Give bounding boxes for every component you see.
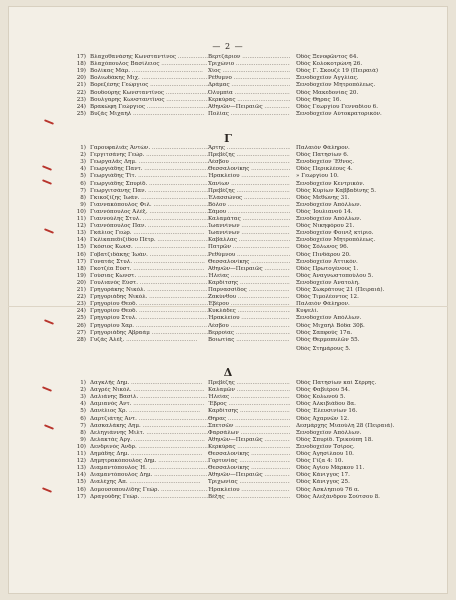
entry-constituency: Ἀθηνῶν—Πειραιῶς ..... bbox=[208, 437, 290, 444]
entry-constituency: Γορτυνίας ..... bbox=[208, 458, 290, 465]
entry-address: Παλαιὸν Φάληρον. bbox=[296, 145, 350, 151]
entry-number: 3) bbox=[80, 159, 86, 166]
entry-name: Γρηγοριάδης Ἀβραάμ ..... bbox=[90, 330, 208, 337]
entry-address: Ὁδὸς Γεωργίου Γενναδίου 6. bbox=[296, 103, 378, 110]
entry-constituency: Βοιωτίας ..... bbox=[208, 337, 290, 344]
entry-name: Γουλιανὸς Εὐστ. ..... bbox=[90, 280, 208, 287]
list-item bbox=[8, 494, 448, 501]
entry-name: Γυζᾶς Ἀλέξ. ..... bbox=[90, 337, 208, 344]
entry-name: Γεωργιάδης Τῖτ. ..... bbox=[90, 173, 208, 180]
entry-number: 2) bbox=[80, 152, 86, 159]
entry-constituency: Ἄρτης ..... bbox=[208, 145, 290, 152]
entry-address: Ὁδὸς Ἐλευσινίων 16. bbox=[296, 408, 358, 415]
list-item bbox=[8, 181, 448, 188]
entry-name: Γρηγοράκης Νικόλ. ..... bbox=[90, 287, 208, 294]
entry-name: Γκόσιος Κωνσ. ..... bbox=[90, 244, 208, 251]
entry-number: 17) bbox=[76, 258, 86, 265]
entry-name: Βουλγαρης Κωνσταντῖνος ..... bbox=[90, 97, 208, 104]
list-item bbox=[8, 330, 448, 337]
entry-name: Γκάλιος Γεώρ. ..... bbox=[90, 230, 208, 237]
entry-constituency: Λέσβου ..... bbox=[208, 323, 290, 330]
entry-constituency: Ζακύνθου ..... bbox=[208, 294, 290, 301]
entry-address: Ὁδὸς Ἀλκιβιάδου 8α. bbox=[296, 401, 356, 408]
entry-name: Βρακώφη Γεώργιος ..... bbox=[90, 104, 208, 111]
entry-constituency: Ἰωαννίνων ..... bbox=[208, 230, 290, 237]
entry-number: 4) bbox=[80, 166, 86, 173]
list-item bbox=[8, 68, 448, 75]
entry-number: 4) bbox=[80, 401, 86, 408]
entry-address: Ξενοδοχεῖον Ἔθνος. bbox=[296, 159, 355, 166]
entry-constituency: Ἐβέρου ..... bbox=[208, 301, 290, 308]
entry-number: 13) bbox=[76, 465, 86, 472]
entry-constituency: Βερροίας ..... bbox=[208, 330, 290, 337]
entry-address: Ξενοδοχεῖον Αὐτοκρατορικόν. bbox=[296, 110, 382, 117]
entry-constituency: Πατρῶν ..... bbox=[208, 244, 290, 251]
entry-constituency: Λέσβου ..... bbox=[208, 159, 290, 166]
entry-constituency: Ἔβρος ..... bbox=[208, 401, 290, 408]
entry-address: Ξενοδοχεῖον Φοινιξ κτίριο. bbox=[296, 230, 374, 237]
entry-number: 18) bbox=[76, 265, 86, 272]
entry-address: Ξενοδοχεῖον Μητροπόλεως. bbox=[296, 82, 376, 89]
list-item bbox=[8, 308, 448, 315]
list-item bbox=[8, 104, 448, 111]
entry-address: Ὁδὸς Ἰουλιανοῦ 14. bbox=[296, 208, 353, 215]
entry-name: Δαμιανὸς Ἀντ. ..... bbox=[90, 401, 208, 408]
entry-number: 12) bbox=[76, 223, 86, 230]
list-item bbox=[8, 451, 448, 458]
entry-constituency: Τριχωνίας ..... bbox=[208, 479, 290, 486]
entry-number: 5) bbox=[80, 408, 86, 415]
entry-name: Δαγρὲς Νικόλ. ..... bbox=[90, 387, 208, 394]
entry-number: 17) bbox=[76, 493, 86, 500]
entry-number: 12) bbox=[76, 458, 86, 465]
entry-constituency: Ρεθύμνου ..... bbox=[208, 252, 290, 259]
entry-name: Διαλέχης Ἀπ. ..... bbox=[90, 479, 208, 486]
list-item bbox=[8, 444, 448, 451]
extra-address: Ὁδὸς Στημάρους 5. bbox=[296, 346, 351, 352]
entry-address: Ξενοδοχεῖον Μητροπόλεως. bbox=[296, 237, 376, 244]
entry-name: Γεωργιάδης Σπυρίδ. ..... bbox=[90, 181, 208, 188]
entry-number: 14) bbox=[76, 472, 86, 479]
entry-name: Διαμαντόπουλος Δημ. ..... bbox=[90, 472, 208, 479]
entry-name: Γκλίκαπεδιζίδου Πέτρ. ..... bbox=[90, 237, 208, 244]
list-item bbox=[8, 346, 448, 353]
entry-constituency: Ἡρακλείου ..... bbox=[208, 315, 290, 322]
entry-address: Ὁδὸς Ἀγίου Μάρκου 11. bbox=[296, 465, 365, 472]
entry-number: 19) bbox=[76, 272, 86, 279]
list-item bbox=[8, 252, 448, 259]
entry-name: Δεληγιάννης Μιλτ. ..... bbox=[90, 430, 208, 437]
entry-number: 2) bbox=[80, 387, 86, 394]
entry-number: 14) bbox=[76, 237, 86, 244]
list-item bbox=[8, 479, 448, 486]
entry-number: 24) bbox=[76, 103, 86, 110]
entry-constituency: Κυκλάδες ..... bbox=[208, 308, 290, 315]
list-item bbox=[8, 301, 448, 308]
list-item bbox=[8, 394, 448, 401]
entry-name: Γεωργιτσάνης Παν. ..... bbox=[90, 188, 208, 195]
entry-constituency: Φαρσάλων ..... bbox=[208, 430, 290, 437]
section-delta bbox=[8, 380, 448, 510]
entry-name: Γκοτζέα Εὐστ. ..... bbox=[90, 266, 208, 273]
entry-number: 19) bbox=[76, 68, 86, 75]
list-item bbox=[8, 166, 448, 173]
entry-constituency: Πρεβέζης ..... bbox=[208, 188, 290, 195]
entry-name: Γρηγορίου Θεοδ. ..... bbox=[90, 308, 208, 315]
entry-address: Ὁδὸς Κολωνοῦ 5. bbox=[296, 394, 346, 401]
entry-name: Δαγκλῆς Δημ. ..... bbox=[90, 380, 208, 387]
entry-address: Ξενοδοχεῖον Ἀπόλλων. bbox=[296, 216, 362, 222]
entry-address: Ξενοδοχεῖον Ἀγγλίας. bbox=[296, 75, 359, 82]
section-gamma bbox=[8, 145, 448, 345]
entry-name: Βλαχόπουλος Βασίλειος ..... bbox=[90, 61, 208, 68]
entry-number: 23) bbox=[76, 301, 86, 308]
entry-constituency: Πολίας ..... bbox=[208, 111, 290, 118]
entry-address: Ξενοδοχεῖον Ἀττικόν. bbox=[296, 258, 358, 265]
entry-address: Ὁδὸς Ἀλεξάνδρου Σούτσου 8. bbox=[296, 493, 380, 500]
entry-constituency: Θεσσαλονίκης ..... bbox=[208, 465, 290, 472]
list-item bbox=[8, 209, 448, 216]
entry-name: Δελακτάς Ἀργ. ..... bbox=[90, 437, 208, 444]
entry-name: Δραγούδης Γεώρ. ..... bbox=[90, 494, 208, 501]
entry-number: 10) bbox=[76, 443, 86, 450]
list-item bbox=[8, 401, 448, 408]
section-letter-gamma: Γ bbox=[224, 132, 232, 145]
entry-address: Ὁδὸς Σαπφοῦς 17α. bbox=[296, 329, 353, 336]
list-item bbox=[8, 188, 448, 195]
entry-address: Ὁδὸς Σόλωνος 96. bbox=[296, 244, 349, 251]
entry-number: 28) bbox=[76, 336, 86, 343]
entry-constituency: Σπετσῶν ..... bbox=[208, 423, 290, 430]
list-item bbox=[8, 230, 448, 237]
entry-number: 25) bbox=[76, 110, 86, 117]
list-item bbox=[8, 380, 448, 387]
entry-name: Γρηγορίου Στυλ. ..... bbox=[90, 315, 208, 322]
entry-constituency: Ἡρακλείου ..... bbox=[208, 487, 290, 494]
list-item bbox=[8, 237, 448, 244]
entry-name: Γεωργαλᾶς Δημ. ..... bbox=[90, 159, 208, 166]
list-item bbox=[8, 54, 448, 61]
entry-number: 25) bbox=[76, 315, 86, 322]
list-item bbox=[8, 202, 448, 209]
list-item bbox=[8, 159, 448, 166]
entry-address: Ὁδὸς Μιχαὴλ Βόδα 30β. bbox=[296, 322, 365, 329]
list-item bbox=[8, 216, 448, 223]
entry-address: Ὁδὸς Ἀχαρνῶν 12. bbox=[296, 415, 349, 422]
list-item bbox=[8, 416, 448, 423]
entry-constituency: Ἠλείας ..... bbox=[208, 394, 290, 401]
entry-name: Δαρτζιάτης Ἀντ. ..... bbox=[90, 416, 208, 423]
entry-address: Ὁδὸς Πρωτογένους 1. bbox=[296, 265, 359, 272]
entry-name: Βλαχοθανάσης Κωνσταντίνος ..... bbox=[90, 54, 208, 61]
entry-address: Ὁδὸς Θερμοπυλῶν 55. bbox=[296, 336, 360, 343]
entry-constituency: Ἠλείας ..... bbox=[208, 273, 290, 280]
entry-constituency: Καλαμάτας ..... bbox=[208, 216, 290, 223]
entry-address: Ξενοδοχεῖον Ἀνατολή. bbox=[296, 279, 360, 286]
list-item bbox=[8, 458, 448, 465]
entry-address: Ὁδὸς Περικλέους 4. bbox=[296, 166, 353, 173]
entry-number: 9) bbox=[80, 201, 86, 208]
entry-address: Ὁδὸς Κάνιγγος 17. bbox=[296, 472, 350, 479]
entry-number: 17) bbox=[76, 54, 86, 60]
list-item bbox=[8, 472, 448, 479]
entry-number: 7) bbox=[80, 187, 86, 194]
entry-number: 13) bbox=[76, 230, 86, 237]
entry-name: Γκικοζίζης Ἰωάν. ..... bbox=[90, 195, 208, 202]
list-item bbox=[8, 323, 448, 330]
entry-name: Βουδούρης Κωνσταντῖνος ..... bbox=[90, 90, 208, 97]
entry-address: Παλαιὸν Φάληρον. bbox=[296, 301, 350, 308]
list-item bbox=[8, 273, 448, 280]
entry-constituency: Δράμας ..... bbox=[208, 82, 290, 89]
entry-address: Ὁδὸς Σωκράτους 21 (Πειραιά). bbox=[296, 287, 385, 293]
entry-address: Ξενοδοχεῖον Ἀπόλλων. bbox=[296, 315, 362, 322]
list-item bbox=[8, 294, 448, 301]
entry-address: Ὁδὸς Γίζα 4: 10. bbox=[296, 458, 344, 465]
entry-constituency: Κερκύρας ..... bbox=[208, 97, 290, 104]
section-v-continued bbox=[8, 54, 448, 124]
entry-name: Δαλιάνης Βασίλ. ..... bbox=[90, 394, 208, 401]
entry-number: 6) bbox=[80, 415, 86, 422]
list-item bbox=[8, 408, 448, 415]
list-item bbox=[8, 266, 448, 273]
entry-address: Ὁδὸς Κάνιγγος 25. bbox=[296, 479, 350, 486]
entry-constituency: Τριχώνιο ..... bbox=[208, 61, 290, 68]
list-item bbox=[8, 97, 448, 104]
entry-address: Ξενοδοχεῖον Ἀπόλλων. bbox=[296, 429, 362, 436]
entry-address: Ξενοδοχεῖον Ἀπόλλων. bbox=[296, 201, 362, 208]
entry-name: Γεργιτσάνης Γεώρ. ..... bbox=[90, 152, 208, 159]
entry-constituency: Ἀθηνῶν—Πειραιῶς ..... bbox=[208, 472, 290, 479]
list-item bbox=[8, 244, 448, 251]
entry-name: Γιαννούλης Στυλ. ..... bbox=[90, 216, 208, 223]
list-item bbox=[8, 287, 448, 294]
entry-constituency: Θεσσαλονίκης ..... bbox=[208, 259, 290, 266]
entry-number: 11) bbox=[76, 451, 86, 457]
list-item bbox=[8, 387, 448, 394]
entry-name: Γιαννόπουλος Παν. ..... bbox=[90, 223, 208, 230]
entry-number: 22) bbox=[76, 294, 86, 301]
entry-number: 23) bbox=[76, 96, 86, 103]
entry-constituency: Ρέθυμνο ..... bbox=[208, 75, 290, 82]
entry-constituency: Πρεβέζης ..... bbox=[208, 152, 290, 159]
entry-constituency: Βερτζάριον ..... bbox=[208, 54, 290, 61]
entry-constituency: Ἀθηνῶν—Πειραιῶς ..... bbox=[208, 104, 290, 111]
entry-name: Δανέλιος Χρ. ..... bbox=[90, 408, 208, 415]
entry-constituency: Ὀλυμπία ..... bbox=[208, 90, 290, 97]
entry-number: 21) bbox=[76, 82, 86, 89]
entry-number: 16) bbox=[76, 251, 86, 258]
page-number: — 2 — bbox=[212, 42, 244, 51]
list-item bbox=[8, 173, 448, 180]
entry-address: Ὁδὸς Κολοκοτρώνη 26. bbox=[296, 61, 363, 68]
list-item bbox=[8, 437, 448, 444]
entry-address: Ὁδὸς Ξενοφῶντος 64. bbox=[296, 54, 359, 60]
section-letter-delta: Δ bbox=[223, 366, 233, 379]
entry-name: Βυζᾶς Μιχαήλ ..... bbox=[90, 111, 208, 118]
entry-name: Γρηγοριάδης Νικόλ. ..... bbox=[90, 294, 208, 301]
entry-address: Κυψελί. bbox=[296, 308, 319, 315]
entry-name: Βολίκας Μάρ. ..... bbox=[90, 68, 208, 75]
entry-number: 10) bbox=[76, 208, 86, 215]
list-item bbox=[8, 337, 448, 344]
entry-constituency: Καρδίτσης ..... bbox=[208, 280, 290, 287]
list-item bbox=[8, 423, 448, 430]
entry-constituency: Θεσσαλονίκης ..... bbox=[208, 166, 290, 173]
entry-number: 27) bbox=[76, 329, 86, 336]
entry-address: Ξενοδοχεῖον Τσίρος. bbox=[296, 443, 355, 450]
entry-address: Ξενοδοχεῖον Κεντρικόν. bbox=[296, 180, 365, 187]
entry-number: 20) bbox=[76, 75, 86, 82]
list-item bbox=[8, 82, 448, 89]
entry-address: Ὁδὸς Γ. Σκουζέ 19 (Πειραιά) bbox=[296, 68, 379, 75]
entry-name: Γιαννόπουλος Ἀλέξ. ..... bbox=[90, 209, 208, 216]
list-item bbox=[8, 223, 448, 230]
entry-constituency: Παρνασσίδος ..... bbox=[208, 287, 290, 294]
entry-number: 24) bbox=[76, 308, 86, 315]
entry-name: Γονατάς Στυλ. ..... bbox=[90, 259, 208, 266]
entry-constituency: Ἀθηνῶν—Πειραιῶς ..... bbox=[208, 266, 290, 273]
entry-number: 9) bbox=[80, 436, 86, 443]
entry-constituency: Ἰωαννίνων ..... bbox=[208, 223, 290, 230]
entry-address: Ὁδὸς Μεθώνης 31. bbox=[296, 194, 350, 201]
entry-address: Ὁδὸς Πινδάρου 20. bbox=[296, 251, 351, 258]
entry-address: Ὁδὸς Ἀγησίλαου 10. bbox=[296, 451, 354, 457]
document-page bbox=[8, 6, 448, 594]
entry-address: Ὁδὸς Νικηφόρου 21. bbox=[296, 223, 355, 230]
entry-name: Δενδρινὸς Ἀνδρ. ..... bbox=[90, 444, 208, 451]
entry-address: Ὁδὸς Φαβιέρου 54. bbox=[296, 387, 350, 394]
list-item bbox=[8, 195, 448, 202]
entry-number: 6) bbox=[80, 180, 86, 187]
entry-address: Ὁδὸς Κυρίων Καββαδίνης 5. bbox=[296, 187, 377, 194]
entry-number: 18) bbox=[76, 61, 86, 68]
entry-name: Γρηγορίου Χαρ. ..... bbox=[90, 323, 208, 330]
entry-constituency: Βέξης ..... bbox=[208, 494, 290, 501]
list-item bbox=[8, 315, 448, 322]
entry-constituency: Θεσσαλονίκης ..... bbox=[208, 451, 290, 458]
list-item bbox=[8, 90, 448, 97]
list-item bbox=[8, 465, 448, 472]
list-item bbox=[8, 487, 448, 494]
entry-name: Βορεζέσης Γεώργιος ..... bbox=[90, 82, 208, 89]
list-item bbox=[8, 61, 448, 68]
entry-name: Γιαννακόπουλος Φιλ. ..... bbox=[90, 202, 208, 209]
entry-name: Δασκαλάκης Δημ. ..... bbox=[90, 423, 208, 430]
entry-address: Ὁδὸς Ἀσκληπιοῦ 76 α. bbox=[296, 486, 360, 493]
entry-number: 3) bbox=[80, 394, 86, 401]
entry-address: Ὁδὸς Πατησίων 6. bbox=[296, 152, 349, 159]
entry-address: Ὁδὸς Τιμολέοντος 12. bbox=[296, 294, 359, 301]
entry-number: 15) bbox=[76, 479, 86, 486]
entry-constituency: Ἐλασσώνος ..... bbox=[208, 195, 290, 202]
list-item bbox=[8, 259, 448, 266]
entry-constituency: Καβάλλας ..... bbox=[208, 237, 290, 244]
entry-constituency: Ἡρακλείου ..... bbox=[208, 173, 290, 180]
entry-name: Γούσιας Κωνστ. ..... bbox=[90, 273, 208, 280]
entry-name: Δημάδης Δημ. ..... bbox=[90, 451, 208, 458]
list-item bbox=[8, 280, 448, 287]
entry-number: 7) bbox=[80, 422, 86, 429]
entry-number: 1) bbox=[80, 145, 86, 151]
entry-number: 11) bbox=[76, 216, 86, 222]
entry-address: Ὁδὸς Σπυρίδ. Τρικούπη 18. bbox=[296, 436, 374, 443]
entry-name: Γρηγορίου Θεοδ. ..... bbox=[90, 301, 208, 308]
entry-name: Δημητρακόπουλος Δημ. ..... bbox=[90, 458, 208, 465]
entry-constituency: Σάμου ..... bbox=[208, 209, 290, 216]
entry-constituency: Χίος ..... bbox=[208, 68, 290, 75]
entry-number: 21) bbox=[76, 287, 86, 293]
entry-name: Γαρουφαλιᾶς Ἀντών. ..... bbox=[90, 145, 208, 152]
list-item bbox=[8, 152, 448, 159]
entry-name: Βολιωδάκης Μιχ. ..... bbox=[90, 75, 208, 82]
entry-number: 20) bbox=[76, 279, 86, 286]
entry-number: 8) bbox=[80, 429, 86, 436]
entry-constituency: Θήρας ..... bbox=[208, 416, 290, 423]
entry-address: Δεσμάρχης Μιαούλη 28 (Πειραιά). bbox=[296, 422, 395, 429]
entry-address: » Γεωργίου 10. bbox=[296, 173, 339, 180]
entry-number: 15) bbox=[76, 244, 86, 251]
entry-number: 5) bbox=[80, 173, 86, 180]
list-item bbox=[8, 75, 448, 82]
entry-address: Ὁδὸς Πατησίων καὶ Σέρρης. bbox=[296, 380, 377, 386]
entry-constituency: Κερκύρας ..... bbox=[208, 444, 290, 451]
entry-address: Ὁδὸς Ἀναγνωστοπούλου 5. bbox=[296, 272, 374, 279]
entry-constituency: Καρδίτσης ..... bbox=[208, 408, 290, 415]
entry-number: 8) bbox=[80, 194, 86, 201]
list-item bbox=[8, 145, 448, 152]
list-item bbox=[8, 430, 448, 437]
entry-name: Γεωργιάδης Παντ. ..... bbox=[90, 166, 208, 173]
entry-number: 1) bbox=[80, 380, 86, 386]
list-item bbox=[8, 111, 448, 118]
entry-number: 16) bbox=[76, 486, 86, 493]
entry-number: 26) bbox=[76, 322, 86, 329]
entry-address: Ὁδὸς Μακεδονίας 20. bbox=[296, 89, 359, 96]
entry-name: Δομουσοπουλίδης Γεώρ. ..... bbox=[90, 487, 208, 494]
entry-constituency: Βόλου ..... bbox=[208, 202, 290, 209]
entry-name: Γοβατζιδάκης Ἰωάν. ..... bbox=[90, 252, 208, 259]
entry-constituency: Πρεβέζης ..... bbox=[208, 380, 290, 387]
entry-constituency: Καλαμῶν ..... bbox=[208, 387, 290, 394]
entry-constituency: Χανίων ..... bbox=[208, 181, 290, 188]
entry-number: 22) bbox=[76, 89, 86, 96]
entry-name: Διαμαντόπουλος Ἠ. ..... bbox=[90, 465, 208, 472]
entry-address: Ὁδὸς Θήρας 16. bbox=[296, 96, 342, 103]
